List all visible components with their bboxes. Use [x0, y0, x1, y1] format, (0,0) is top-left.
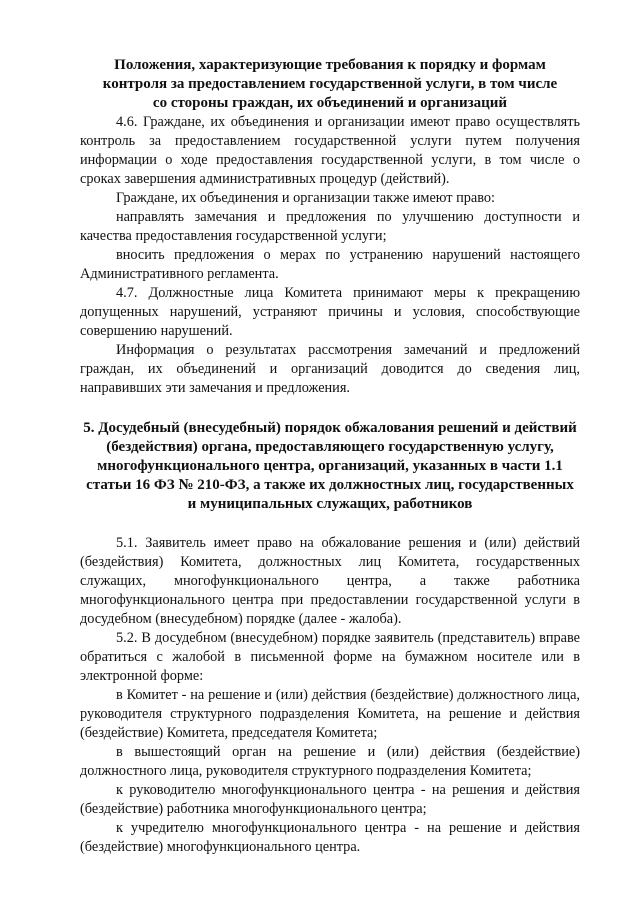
paragraph-complaint-committee: в Комитет - на решение и (или) действия (бездействие) должностного лица, руководителя структурного подразделения Комитета, на решение и действия (бездействие) Комитета, председателя Комитета; [80, 687, 580, 741]
paragraph-4-6: 4.6. Граждане, их объединения и организации имеют право осуществлять контроль за предоставлением государственной услуги путем получения информации о ходе предоставления государственной услуги, в том числе о сроках завершения административных процедур (действий). [80, 114, 580, 187]
paragraph-rights-propose-measures: вносить предложения о мерах по устранению нарушений настоящего Административного регламента. [80, 247, 580, 282]
paragraph-complaint-superior-body: в вышестоящий орган на решение и (или) действия (бездействие) должностного лица, руководителя структурного подразделения Комитета; [80, 744, 580, 779]
document-page [80, 56, 580, 857]
paragraph-5-2: 5.2. В досудебном (внесудебном) порядке заявитель (представитель) вправе обратиться с жалобой в письменной форме на бумажном носителе или в электронной форме: [80, 630, 580, 684]
paragraph-rights-intro: Граждане, их объединения и организации также имеют право: [116, 190, 496, 206]
section-spacer [80, 514, 580, 534]
section-4-heading: Положения, характеризующие требования к порядку и формам контроля за предоставлением государственной услуги, в том числе со стороны граждан, их объединений и организаций [102, 57, 558, 111]
paragraph-4-7: 4.7. Должностные лица Комитета принимают меры к прекращению допущенных нарушений, устраняют причины и условия, способствующие совершению нарушений. [80, 285, 580, 339]
paragraph-results-info: Информация о результатах рассмотрения замечаний и предложений граждан, их объединений и организаций доводится до сведения лиц, направивших эти замечания и предложения. [80, 342, 580, 396]
paragraph-complaint-mfc-head: к руководителю многофункционального центра - на решения и действия (бездействие) работника многофункционального центра; [80, 782, 580, 817]
paragraph-rights-send-remarks: направлять замечания и предложения по улучшению доступности и качества предоставления государственной услуги; [80, 209, 580, 244]
paragraph-complaint-mfc-founder: к учредителю многофункционального центра - на решение и действия (бездействие) многофункционального центра. [80, 820, 580, 855]
section-5-heading: 5. Досудебный (внесудебный) порядок обжалования решений и действий (бездействия) органа, предоставляющего государственную услугу, многофункционального центра, организаций, указанных в части 1.1 статьи 16 ФЗ № 210-ФЗ, а также их должностных лиц, государственных и муниципальных служащих, работников [83, 420, 577, 512]
paragraph-5-1: 5.1. Заявитель имеет право на обжалование решения и (или) действий (бездействия) Комитета, должностных лиц Комитета, государственных служащих, многофункционального центра, а также работника многофункционального центра при предоставлении государственной услуги в досудебном (внесудебном) порядке (далее - жалоба). [80, 535, 580, 627]
section-spacer [80, 398, 580, 419]
